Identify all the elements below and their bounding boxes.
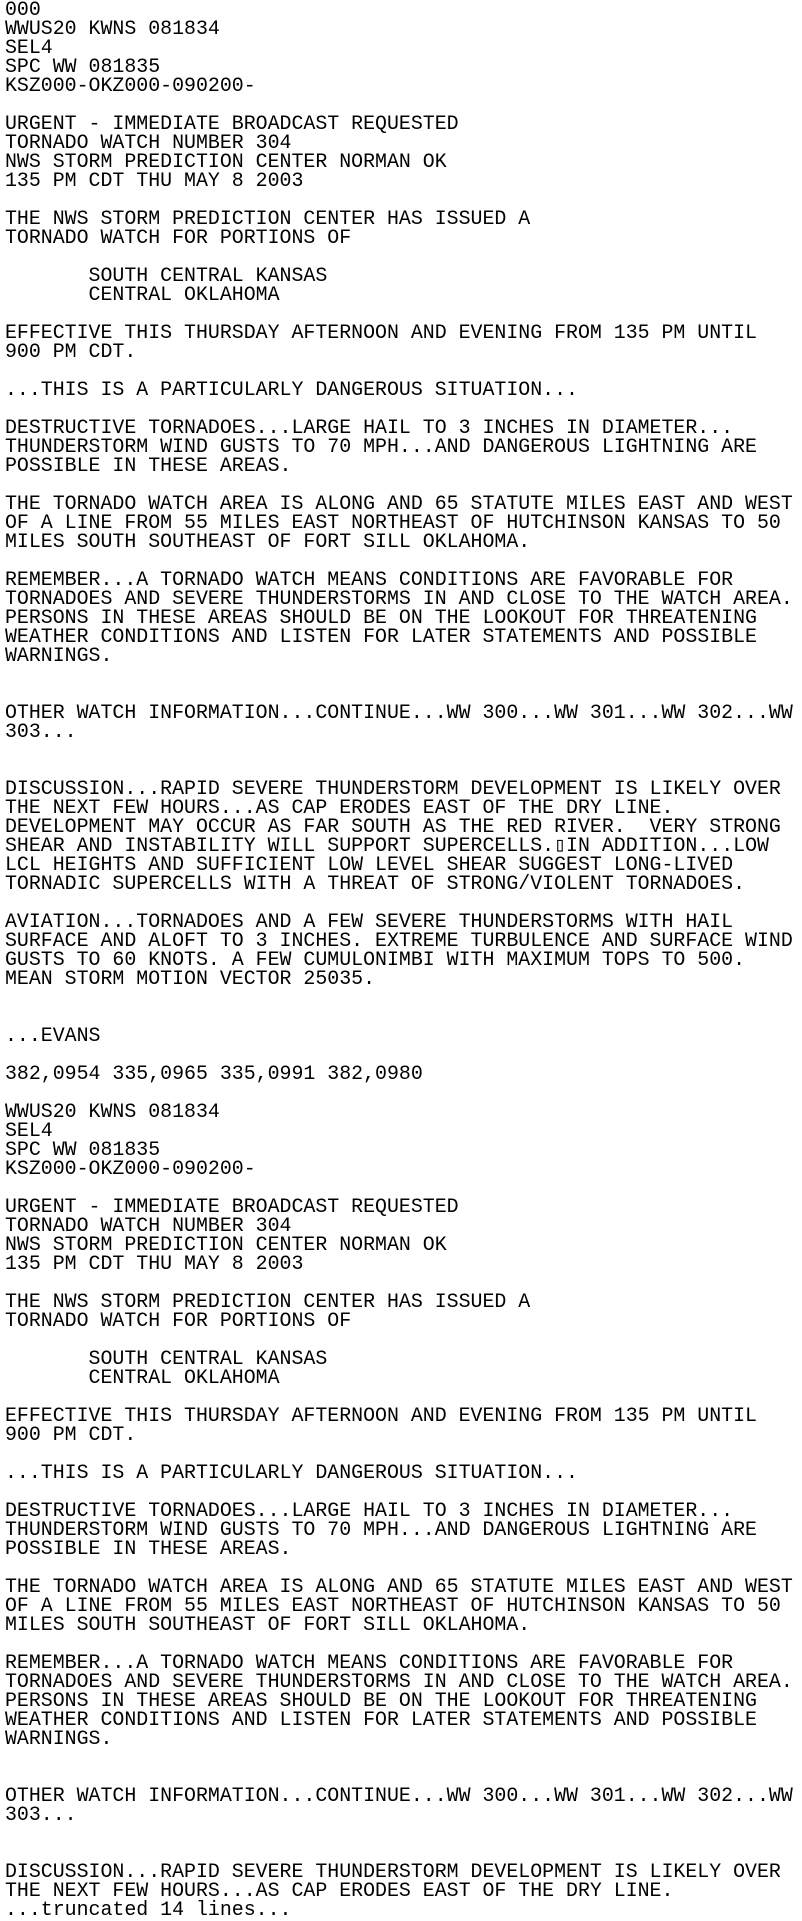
text-line: REMEMBER...A TORNADO WATCH MEANS CONDITIONS ARE FAVORABLE FOR — [5, 568, 734, 591]
text-line: MEAN STORM MOTION VECTOR 25035. — [5, 967, 376, 990]
text-line: OTHER WATCH INFORMATION...CONTINUE...WW 300...WW 301...WW 302...WW — [5, 1784, 793, 1807]
text-line: ...THIS IS A PARTICULARLY DANGEROUS SITUATION... — [5, 1461, 578, 1484]
text-line: 000 — [5, 0, 41, 21]
text-line: 303... — [5, 720, 77, 743]
text-line: THE NWS STORM PREDICTION CENTER HAS ISSUED A — [5, 207, 531, 230]
text-line: TORNADO WATCH FOR PORTIONS OF — [5, 1309, 352, 1332]
text-line: MILES SOUTH SOUTHEAST OF FORT SILL OKLAHOMA. — [5, 530, 531, 553]
text-line: TORNADO WATCH NUMBER 304 — [5, 131, 292, 154]
text-line: THE NEXT FEW HOURS...AS CAP ERODES EAST OF THE DRY LINE. — [5, 796, 674, 819]
text-line: NWS STORM PREDICTION CENTER NORMAN OK — [5, 1233, 447, 1256]
text-line: OTHER WATCH INFORMATION...CONTINUE...WW 300...WW 301...WW 302...WW — [5, 701, 793, 724]
text-line: THE NEXT FEW HOURS...AS CAP ERODES EAST OF THE DRY LINE. — [5, 1879, 674, 1902]
text-line: REMEMBER...A TORNADO WATCH MEANS CONDITIONS ARE FAVORABLE FOR — [5, 1651, 734, 1674]
text-line: 900 PM CDT. — [5, 340, 137, 363]
text-line: 135 PM CDT THU MAY 8 2003 — [5, 1252, 304, 1275]
text-line: SOUTH CENTRAL KANSAS — [5, 264, 328, 287]
text-line: URGENT - IMMEDIATE BROADCAST REQUESTED — [5, 112, 459, 135]
text-line: PERSONS IN THESE AREAS SHOULD BE ON THE LOOKOUT FOR THREATENING — [5, 1689, 757, 1712]
text-line: NWS STORM PREDICTION CENTER NORMAN OK — [5, 150, 447, 173]
text-line: DISCUSSION...RAPID SEVERE THUNDERSTORM DEVELOPMENT IS LIKELY OVER — [5, 777, 781, 800]
text-line: KSZ000-OKZ000-090200- — [5, 74, 256, 97]
blank-line — [5, 1007, 793, 1026]
text-line: OF A LINE FROM 55 MILES EAST NORTHEAST OF HUTCHINSON KANSAS TO 50 — [5, 1594, 781, 1617]
text-line: TORNADO WATCH NUMBER 304 — [5, 1214, 292, 1237]
text-line: THE TORNADO WATCH AREA IS ALONG AND 65 STATUTE MILES EAST AND WEST — [5, 1575, 793, 1598]
text-line: WWUS20 KWNS 081834 — [5, 17, 220, 40]
text-line: POSSIBLE IN THESE AREAS. — [5, 454, 292, 477]
text-line: LCL HEIGHTS AND SUFFICIENT LOW LEVEL SHEAR SUGGEST LONG-LIVED — [5, 853, 734, 876]
text-line: CENTRAL OKLAHOMA — [5, 1366, 280, 1389]
text-line: WARNINGS. — [5, 644, 113, 667]
text-line: THUNDERSTORM WIND GUSTS TO 70 MPH...AND DANGEROUS LIGHTNING ARE — [5, 1518, 757, 1541]
text-line: EFFECTIVE THIS THURSDAY AFTERNOON AND EVENING FROM 135 PM UNTIL — [5, 321, 757, 344]
blank-line — [5, 1824, 793, 1843]
text-line: SURFACE AND ALOFT TO 3 INCHES. EXTREME TURBULENCE AND SURFACE WIND — [5, 929, 793, 952]
blank-line — [5, 1748, 793, 1767]
text-line: WEATHER CONDITIONS AND LISTEN FOR LATER STATEMENTS AND POSSIBLE — [5, 625, 757, 648]
text-line: ...truncated 14 lines... — [5, 1898, 292, 1921]
text-line: 135 PM CDT THU MAY 8 2003 — [5, 169, 304, 192]
blank-line — [5, 665, 793, 684]
text-line: EFFECTIVE THIS THURSDAY AFTERNOON AND EVENING FROM 135 PM UNTIL — [5, 1404, 757, 1427]
text-line: URGENT - IMMEDIATE BROADCAST REQUESTED — [5, 1195, 459, 1218]
bulletin-text — [5, 0, 793, 1919]
text-line: SOUTH CENTRAL KANSAS — [5, 1347, 328, 1370]
text-line: DESTRUCTIVE TORNADOES...LARGE HAIL TO 3 INCHES IN DIAMETER... — [5, 1499, 734, 1522]
text-line: SPC WW 081835 — [5, 55, 161, 78]
text-line: TORNADOES AND SEVERE THUNDERSTORMS IN AND CLOSE TO THE WATCH AREA. — [5, 1670, 793, 1693]
text-line: WEATHER CONDITIONS AND LISTEN FOR LATER STATEMENTS AND POSSIBLE — [5, 1708, 757, 1731]
text-line: SPC WW 081835 — [5, 1138, 161, 1161]
text-line: THE NWS STORM PREDICTION CENTER HAS ISSUED A — [5, 1290, 531, 1313]
text-line: DISCUSSION...RAPID SEVERE THUNDERSTORM DEVELOPMENT IS LIKELY OVER — [5, 1860, 781, 1883]
text-line: ...THIS IS A PARTICULARLY DANGEROUS SITUATION... — [5, 378, 578, 401]
text-line: POSSIBLE IN THESE AREAS. — [5, 1537, 292, 1560]
text-line: WWUS20 KWNS 081834 — [5, 1100, 220, 1123]
text-line: SEL4 — [5, 36, 53, 59]
text-line: OF A LINE FROM 55 MILES EAST NORTHEAST OF HUTCHINSON KANSAS TO 50 — [5, 511, 781, 534]
text-line: 900 PM CDT. — [5, 1423, 137, 1446]
text-line: KSZ000-OKZ000-090200- — [5, 1157, 256, 1180]
text-line: 382,0954 335,0965 335,0991 382,0980 — [5, 1062, 423, 1085]
text-line: THUNDERSTORM WIND GUSTS TO 70 MPH...AND DANGEROUS LIGHTNING ARE — [5, 435, 757, 458]
text-line: TORNADO WATCH FOR PORTIONS OF — [5, 226, 352, 249]
text-line: MILES SOUTH SOUTHEAST OF FORT SILL OKLAHOMA. — [5, 1613, 531, 1636]
text-line: TORNADOES AND SEVERE THUNDERSTORMS IN AND CLOSE TO THE WATCH AREA. — [5, 587, 793, 610]
blank-line — [5, 741, 793, 760]
text-line: ...EVANS — [5, 1024, 101, 1047]
text-line: 303... — [5, 1803, 77, 1826]
text-line: SEL4 — [5, 1119, 53, 1142]
text-line: AVIATION...TORNADOES AND A FEW SEVERE THUNDERSTORMS WITH HAIL — [5, 910, 734, 933]
text-line: WARNINGS. — [5, 1727, 113, 1750]
text-line: CENTRAL OKLAHOMA — [5, 283, 280, 306]
text-line: THE TORNADO WATCH AREA IS ALONG AND 65 STATUTE MILES EAST AND WEST — [5, 492, 793, 515]
text-line: SHEAR AND INSTABILITY WILL SUPPORT SUPERCELLS.▯IN ADDITION...LOW — [5, 834, 769, 857]
text-line: DESTRUCTIVE TORNADOES...LARGE HAIL TO 3 INCHES IN DIAMETER... — [5, 416, 734, 439]
blank-line — [5, 988, 793, 1007]
text-line: PERSONS IN THESE AREAS SHOULD BE ON THE LOOKOUT FOR THREATENING — [5, 606, 757, 629]
text-line: GUSTS TO 60 KNOTS. A FEW CUMULONIMBI WITH MAXIMUM TOPS TO 500. — [5, 948, 746, 971]
text-line: DEVELOPMENT MAY OCCUR AS FAR SOUTH AS THE RED RIVER. VERY STRONG — [5, 815, 781, 838]
text-line: TORNADIC SUPERCELLS WITH A THREAT OF STRONG/VIOLENT TORNADOES. — [5, 872, 746, 895]
